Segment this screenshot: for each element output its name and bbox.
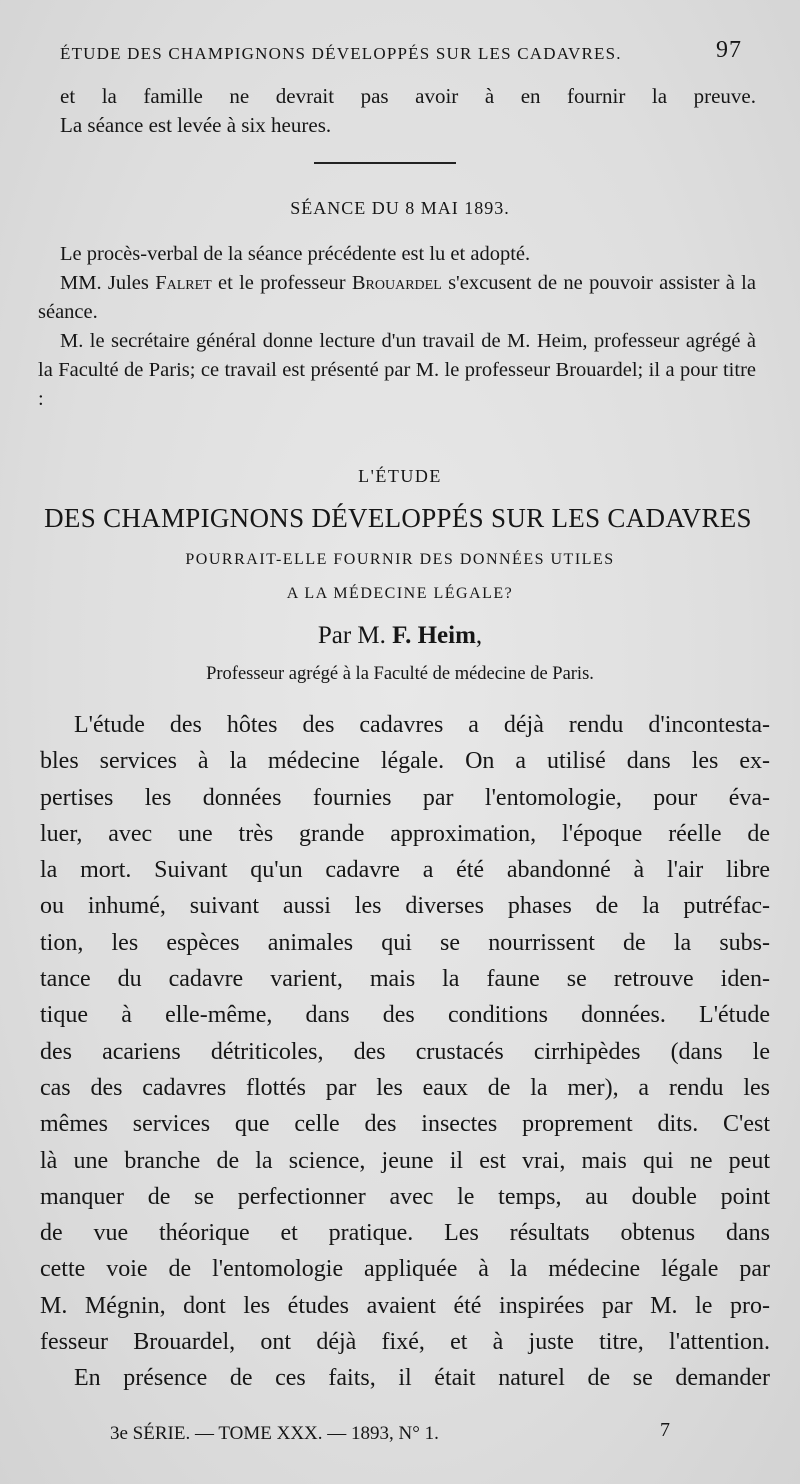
minutes-line-2 [38, 269, 756, 327]
body-line: de vue théorique et pratique. Les résultats obtenus dans [40, 1220, 770, 1247]
minutes-line-2-c: s'excusent de ne pouvoir assister à la séance. [38, 272, 756, 323]
body-line: M. Mégnin, dont les études avaient été inspirées par M. le pro- [40, 1292, 770, 1319]
running-head [60, 37, 742, 65]
session-heading: SÉANCE DU 8 MAI 1893. [290, 198, 510, 218]
name-falret: Falret [155, 272, 212, 294]
body-line: luer, avec une très grande approximation, l'époque réelle de [40, 820, 770, 847]
body-line: fesseur Brouardel, ont déjà fixé, et à juste titre, l'attention. [40, 1329, 770, 1356]
opening-line-2: La séance est levée à six heures. [60, 113, 332, 137]
article-title-line-3: POURRAIT-ELLE FOURNIR DES DONNÉES UTILES [185, 551, 615, 568]
body-line: ou inhumé, suivant aussi les diverses phases de la putréfac- [40, 893, 770, 920]
author-suffix: , [475, 622, 483, 649]
page-footer [110, 1419, 670, 1445]
author-name: F. Heim [392, 622, 476, 649]
body-line: tion, les espèces animales qui se nourrissent de la subs- [40, 929, 770, 956]
body-line: la mort. Suivant qu'un cadavre a été abandonné à l'air libre [40, 857, 770, 884]
body-line: mêmes services que celle des insectes proprement dits. C'est [40, 1111, 770, 1138]
opening-line-1: et la famille ne devrait pas avoir à en fournir la preuve. [60, 84, 756, 108]
body-line: manquer de se perfectionner avec le temps, au double point [40, 1183, 770, 1210]
minutes-line-2-b: et le professeur [211, 272, 352, 294]
body-line: En présence de ces faits, il était naturel de se demander [74, 1365, 770, 1392]
body-line: là une branche de la science, jeune il est vrai, mais qui ne peut [40, 1147, 770, 1174]
section-divider [314, 162, 456, 164]
minutes-line-3: M. le secrétaire général donne lecture d'un travail de M. Heim, professeur agrégé à la Faculté de Paris; ce travail est présenté par M. le professeur Brouardel; il a pour titre : [38, 330, 756, 410]
author-prefix: Par M. [317, 622, 393, 649]
article-title-line-2: DES CHAMPIGNONS DÉVELOPPÉS SUR LES CADAVRES [44, 503, 752, 533]
article-author [0, 622, 800, 650]
signature-mark: 7 [660, 1419, 670, 1441]
body-line: cette voie de l'entomologie appliquée à la médecine légale par [40, 1256, 770, 1283]
page-number: 97 [716, 37, 742, 63]
body-line: cas des cadavres flottés par les eaux de la mer), a rendu les [40, 1074, 770, 1101]
body-line: tance du cadavre varient, mais la faune se retrouve iden- [40, 966, 770, 993]
minutes-line-1: Le procès-verbal de la séance précédente est lu et adopté. [60, 243, 531, 265]
body-line: bles services à la médecine légale. On a utilisé dans les ex- [40, 748, 770, 775]
opening-paragraph [60, 82, 756, 140]
body-line: tique à elle-même, dans des conditions données. L'étude [40, 1002, 770, 1029]
footer-series: 3e SÉRIE. — TOME XXX. — 1893, N° 1. [110, 1423, 439, 1444]
author-affiliation: Professeur agrégé à la Faculté de médecine de Paris. [206, 664, 594, 684]
session-minutes [38, 240, 756, 414]
article-body [40, 707, 770, 1397]
running-head-title: ÉTUDE DES CHAMPIGNONS DÉVELOPPÉS SUR LES CADAVRES. [60, 44, 622, 63]
minutes-line-2-a: MM. Jules [60, 272, 156, 294]
article-title-line-1: L'ÉTUDE [358, 466, 442, 486]
body-line: L'étude des hôtes des cadavres a déjà rendu d'incontesta- [74, 712, 770, 738]
name-brouardel: Brouardel [351, 272, 442, 294]
article-title-line-4: A LA MÉDECINE LÉGALE? [286, 585, 514, 602]
body-line: pertises les données fournies par l'entomologie, pour éva- [40, 784, 770, 811]
body-line: des acariens détriticoles, des crustacés cirrhipèdes (dans le [40, 1038, 770, 1065]
